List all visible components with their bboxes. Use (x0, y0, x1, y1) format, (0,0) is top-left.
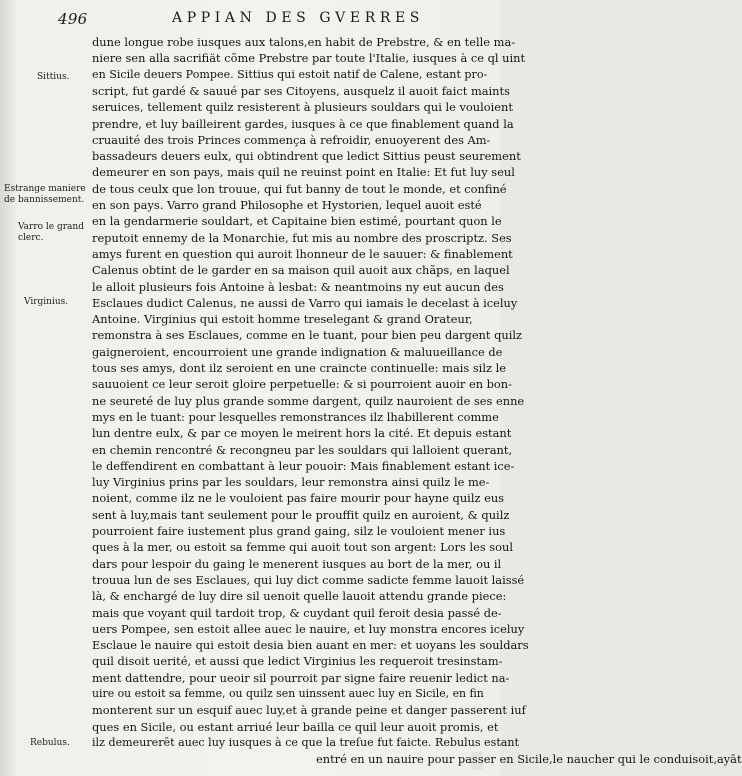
page-number: 496 (58, 10, 88, 28)
text-line: Esclaue le nauire qui estoit desia bien auant en mer: et uoyans les souldars (92, 638, 529, 653)
text-line: en chemin rencontré & recongneu par les souldars qui lalloient querant, (92, 442, 513, 457)
text-line: ment dattendre, pour ueoir sil pourroit par signe faire reuenir ledict na- (92, 670, 510, 685)
text-line: monterent sur un esquif auec luy,et à grande peine et danger passerent iuf (92, 703, 526, 718)
text-line: sent à luy,mais tant seulement pour le prouffit quilz en auroient, & quilz (92, 507, 510, 522)
text-line: Esclaues dudict Calenus, ne aussi de Varro qui iamais le decelast à iceluy (92, 295, 518, 310)
text-line: uers Pompee, sen estoit allee auec le nauire, et luy monstra encores iceluy (92, 621, 525, 636)
main-text (92, 35, 742, 770)
sidenote-estrange-line-2: de bannissement. (4, 195, 85, 205)
text-line: ques à la mer, ou estoit sa femme qui auoit tout son argent: Lors les soul (92, 540, 513, 555)
running-title: APPIAN DES GVERRES (172, 10, 424, 26)
text-line: niere sen alla sacrifiät cõme Prebstre par toute l'Italie, iusques à ce ql uint (92, 51, 526, 66)
text-line: luy Virginius prins par les souldars, leur remonstra ainsi quilz le me- (92, 475, 490, 490)
text-line: le alloit plusieurs fois Antoine à lesbat: & neantmoins ny eut aucun des (92, 279, 504, 294)
sidenote-estrange-maniere (4, 184, 86, 206)
margin-notes (0, 0, 92, 776)
text-line: tous ses amys, dont ilz seroient en une craincte continuelle: mais silz le (92, 361, 506, 375)
text-line: ne seureté de luy plus grande somme dargent, quilz nauroient de ses enne (92, 393, 525, 408)
text-line: mys en le tuant: pour lesquelles remonstrances ilz lhabillerent comme (92, 409, 499, 424)
text-line: cruauité des trois Princes commença à refroidir, enuoyerent des Am- (92, 132, 491, 147)
text-line: sauuoient ce leur seroit gloire perpetuelle: & si pourroient auoir en bon- (92, 377, 512, 392)
sidenote-varro-line-1: Varro le grand (18, 222, 84, 232)
text-line: en Sicile deuers Pompee. Sittius qui estoit natif de Calene, estant pro- (92, 67, 488, 81)
text-line: trouua lun de ses Esclaues, qui luy dict comme sadicte femme lauoit laissé (92, 572, 525, 587)
catchword-line: entré en un nauire pour passer en Sicile,le naucher qui le conduisoit,ayāt (316, 752, 742, 767)
text-line: ilz demeurerēt auec luy iusques à ce que la treſue fut faicte. Rebulus estant (92, 735, 519, 749)
text-line: reputoit ennemy de la Monarchie, fut mis au nombre des proscriptz. Ses (92, 230, 512, 245)
text-line: là, & enchargé de luy dire sil uenoit quelle lauoit attendu grande piece: (92, 589, 507, 604)
sidenote-virginius: Virginius. (24, 297, 69, 307)
text-line: en son pays. Varro grand Philosophe et Hystorien, lequel auoit esté (92, 198, 482, 212)
text-line: demeurer en son pays, mais quil ne reuinst point en Italie: Et fut luy seul (92, 165, 515, 180)
text-line: prendre, et luy bailleirent gardes, iusques à ce que finablement quand la (92, 116, 514, 131)
text-line: dune longue robe iusques aux talons,en habit de Prebstre, & en telle ma- (92, 35, 516, 49)
text-line: noient, comme ilz ne le vouloient pas faire mourir pour hayne quilz eus (92, 491, 505, 506)
text-line: mais que voyant quil tardoit trop, & cuydant quil feroit desia passé de- (92, 605, 502, 620)
text-line: uire ou estoit sa femme, ou quilz sen uinssent auec luy en Sicile, en fin (92, 687, 484, 700)
text-line: amys furent en question qui auroit lhonneur de le sauuer: & finablement (92, 246, 513, 261)
text-line: Antoine. Virginius qui estoit homme treselegant & grand Orateur, (92, 312, 473, 327)
text-line: script, fut gardé & sauué par ses Citoyens, ausquelz il auoit faict maints (92, 83, 510, 98)
text-line: quil disoit uerité, et aussi que ledict Virginius les requeroit tresinstam- (92, 654, 503, 669)
text-line: dars pour lespoir du gaing le menerent iusques au bort de la mer, ou il (92, 556, 502, 571)
page-shading (471, 752, 483, 770)
text-line: le deffendirent en combattant à leur pouoir: Mais finablement estant ice- (92, 458, 515, 473)
sidenote-varro (18, 222, 96, 244)
text-line: en la gendarmerie souldart, et Capitaine bien estimé, pourtant quon le (92, 214, 502, 229)
sidenote-estrange-line-1: Estrange maniere (4, 184, 86, 194)
text-line: remonstra à ses Esclaues, comme en le tuant, pour bien peu dargent quilz (92, 328, 523, 343)
text-line: seruices, tellement quilz resisterent à plusieurs souldars qui le vouloient (92, 100, 513, 115)
text-line: gaigneroient, encourroient une grande indignation & maluueillance de (92, 344, 503, 359)
sidenote-rebulus: Rebulus. (30, 738, 70, 748)
text-line: ques en Sicile, ou estant arriué leur bailla ce quil leur auoit promis, et (92, 719, 499, 734)
text-line: bassadeurs deuers eulx, qui obtindrent que ledict Sittius peust seurement (92, 149, 521, 164)
sidenote-sittius: Sittius. (37, 72, 70, 82)
sidenote-varro-line-2: clerc. (18, 233, 44, 243)
text-line: de tous ceulx que lon trouue, qui fut banny de tout le monde, et confiné (92, 181, 507, 196)
text-line: pourroient faire iustement plus grand gaing, silz le vouloient mener ius (92, 524, 506, 538)
text-line: Calenus obtint de le garder en sa maison quil auoit aux chãps, en laquel (92, 263, 510, 278)
running-head (58, 10, 488, 30)
text-line: lun dentre eulx, & par ce moyen le meirent hors la cité. Et depuis estant (92, 426, 512, 441)
